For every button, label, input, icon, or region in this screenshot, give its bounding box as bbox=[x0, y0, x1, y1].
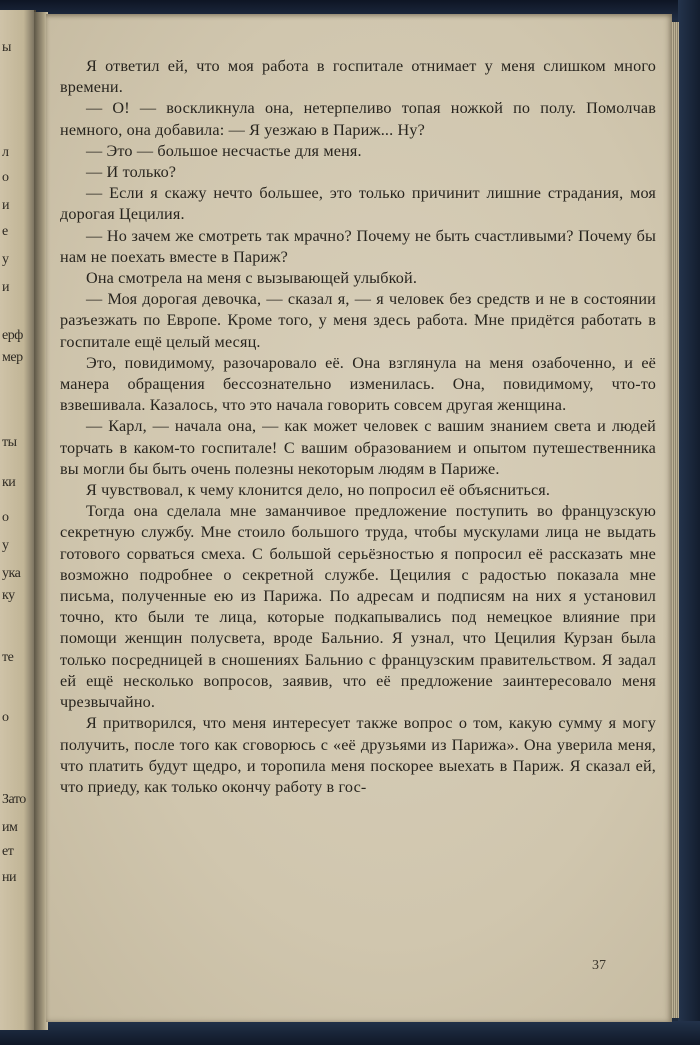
left-page-fragment: ука bbox=[2, 566, 21, 581]
left-page-fragment: ты bbox=[2, 435, 17, 450]
paragraph: Это, повидимому, разочаровало её. Она взглянула на меня озабоченно, и её манера обращения бессознательно изменилась. Она, повидимому, что-то взвешивала. Казалось, что это начала говорить совсем другая женщина. bbox=[60, 353, 656, 415]
left-page-fragment: и bbox=[2, 280, 9, 295]
background-bottom bbox=[0, 1021, 700, 1045]
left-page-fragment: ки bbox=[2, 475, 16, 490]
left-page-fragment: ерф bbox=[2, 328, 23, 343]
left-page-fragment: ни bbox=[2, 870, 16, 885]
left-page-fragment: о bbox=[2, 170, 9, 185]
left-page-fragment: л bbox=[2, 145, 9, 160]
left-page-fragment: те bbox=[2, 650, 14, 665]
paragraph: — И только? bbox=[86, 163, 177, 182]
paragraph: — Но зачем же смотреть так мрачно? Почему не быть счастливыми? Почему бы нам не поехать вместе в Париж? bbox=[60, 226, 656, 266]
left-page-fragment: у bbox=[2, 252, 9, 267]
left-page-fragment: е bbox=[2, 224, 8, 239]
paragraph: Я чувствовал, к чему клонится дело, но попросил её объясниться. bbox=[86, 481, 551, 500]
paragraph: Я притворился, что меня интересует также вопрос о том, какую сумму я могу получить, после того как сговорюсь с «её друзьями из Парижа». Она уверила меня, что платить будут щедро, и торопила меня поскорее выехать в Париж. Я сказал ей, что приеду, как только окончу работу в гос- bbox=[60, 714, 656, 796]
left-page-fragment: о bbox=[2, 510, 9, 525]
left-page-fragment: Зато bbox=[2, 792, 26, 807]
left-page-fragment: и bbox=[2, 198, 9, 213]
left-page-fragment: у bbox=[2, 538, 9, 553]
paragraph: — Это — большое несчастье для меня. bbox=[86, 141, 362, 160]
left-page-fragment: ы bbox=[2, 40, 11, 55]
paragraph: Она смотрела на меня с вызывающей улыбкой. bbox=[86, 269, 418, 288]
page-text bbox=[60, 56, 656, 798]
left-page-fragment: ет bbox=[2, 844, 14, 859]
left-page-fragment: мер bbox=[2, 350, 23, 365]
book-page bbox=[46, 14, 672, 1022]
paragraph: — Моя дорогая девочка, — сказал я, — я человек без средств и не в состоянии разъезжать по Европе. Кроме того, у меня здесь работа. Мне придётся работать в госпитале ещё целый месяц. bbox=[60, 290, 656, 351]
paragraph: Тогда она сделала мне заманчивое предложение поступить во французскую секретную службу. Мне стоило большого труда, чтобы мускулами лица не выдать готового сорваться смеха. С большой серьёзностью я попросил её рассказать мне возможно подробнее о секретной службе. Цецилия с радостью показала мне письма, полученные ею из Парижа. По адресам и подписям на них я установил точно, кто были те лица, которые подкапывались под немецкое влияние при помощи женщин полусвета, вроде Бальнио. Я узнал, что Цецилия Курзан была только посредницей в сношениях Бальнио с французским правительством. Я задал ей ещё несколько вопросов, заявив, что её предложение заинтересовало меня чрезвычайно. bbox=[60, 502, 656, 712]
left-page-edge bbox=[0, 10, 36, 1030]
left-page-fragment: о bbox=[2, 710, 9, 725]
paragraph: Я ответил ей, что моя работа в госпитале отнимает у меня слишком много времени. bbox=[60, 57, 656, 97]
left-page-fragment: им bbox=[2, 820, 18, 835]
page-stack-edge bbox=[672, 22, 679, 1018]
paragraph: — О! — воскликнула она, нетерпеливо топая ножкой по полу. Помолчав немного, она добавила: — Я уезжаю в Париж... Ну? bbox=[60, 99, 656, 139]
paragraph: — Карл, — начала она, — как может человек с вашим знанием света и людей торчать в каком-то госпитале! С вашим образованием и опытом путешественника вы могли бы быть очень полезны некоторым людям в Париже. bbox=[60, 417, 656, 478]
background-right bbox=[678, 0, 700, 1045]
page-number: 37 bbox=[592, 958, 606, 973]
paragraph: — Если я скажу нечто большее, это только причинит лишние страдания, моя дорогая Цецилия. bbox=[60, 184, 656, 224]
left-page-fragment: ку bbox=[2, 588, 15, 603]
